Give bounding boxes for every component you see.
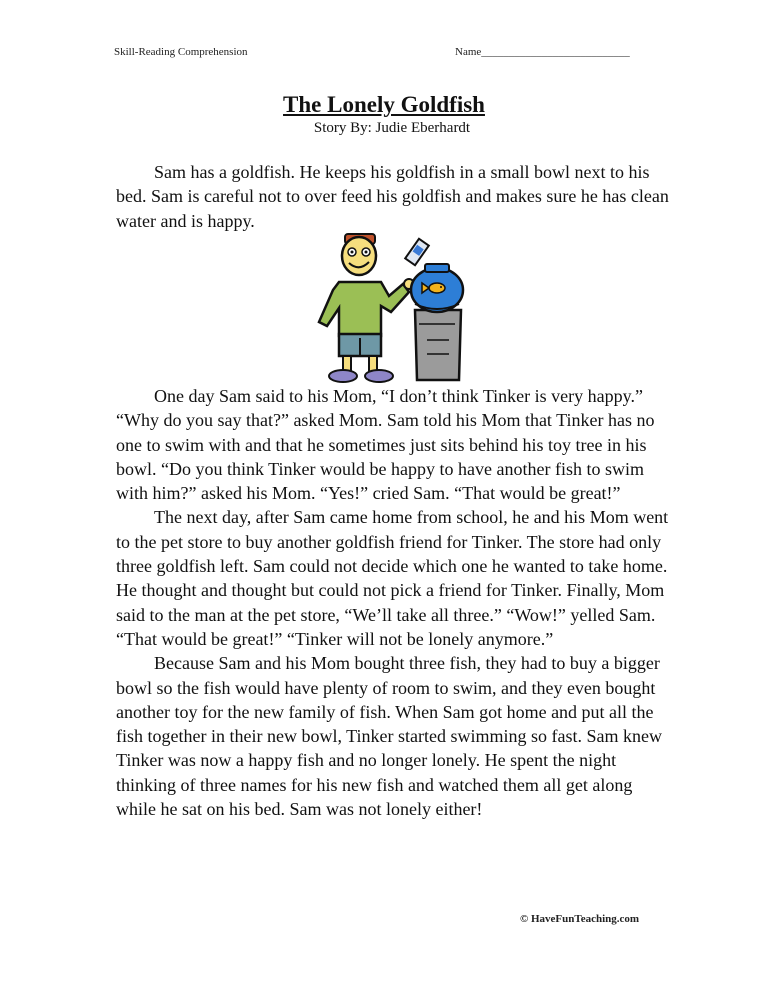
story-paragraph-1	[116, 160, 676, 233]
story-paragraph-2	[116, 384, 676, 505]
paragraph-text: Because Sam and his Mom bought three fish, they had to buy a bigger bowl so the fish would have plenty of room to swim, and they even bought another toy for the new family of fish. When Sam got home and put all the fish together in their new bowl, Tinker started swimming so fast. Sam knew Tinker was now a happy fish and no longer lonely. He spent the night thinking of three names for his new fish and watched them all get along while he sat on his bed. Sam was not lonely either!	[116, 653, 662, 820]
paragraph-text: The next day, after Sam came home from school, he and his Mom went to the pet store to buy another goldfish friend for Tinker. The store had only three goldfish left. Sam could not decide which one he wanted to take home. He thought and thought but could not pick a friend for Tinker. Finally, Mom said to the man at the pet store, “We’ll take all three.” “Wow!” yelled Sam. “That would be great!” “Tinker will not be lonely anymore.”	[116, 507, 669, 649]
name-field: Name___________________________	[455, 46, 630, 58]
story-title: The Lonely Goldfish	[283, 92, 485, 117]
story-byline: Story By: Judie Eberhardt	[313, 120, 471, 136]
copyright-footer: © HaveFunTeaching.com	[520, 913, 640, 925]
story-body	[116, 384, 676, 821]
paragraph-text: Sam has a goldfish. He keeps his goldfish in a small bowl next to his bed. Sam is careful not to over feed his goldfish and makes sure he has clean water and is happy.	[116, 162, 669, 231]
story-paragraph-4	[116, 651, 676, 821]
skill-label: Skill-Reading Comprehension	[114, 46, 248, 58]
story-paragraph-3	[116, 505, 676, 651]
paragraph-text: One day Sam said to his Mom, “I don’t think Tinker is very happy.” “Why do you say that?” asked Mom. Sam told his Mom that Tinker has no one to swim with and that he sometimes just sits behind his toy tree in his bowl. “Do you think Tinker would be happy to have another fish to swim with him?” asked his Mom. “Yes!” cried Sam. “That would be great!”	[116, 386, 655, 504]
boy-feeding-goldfish-illustration	[305, 230, 473, 386]
